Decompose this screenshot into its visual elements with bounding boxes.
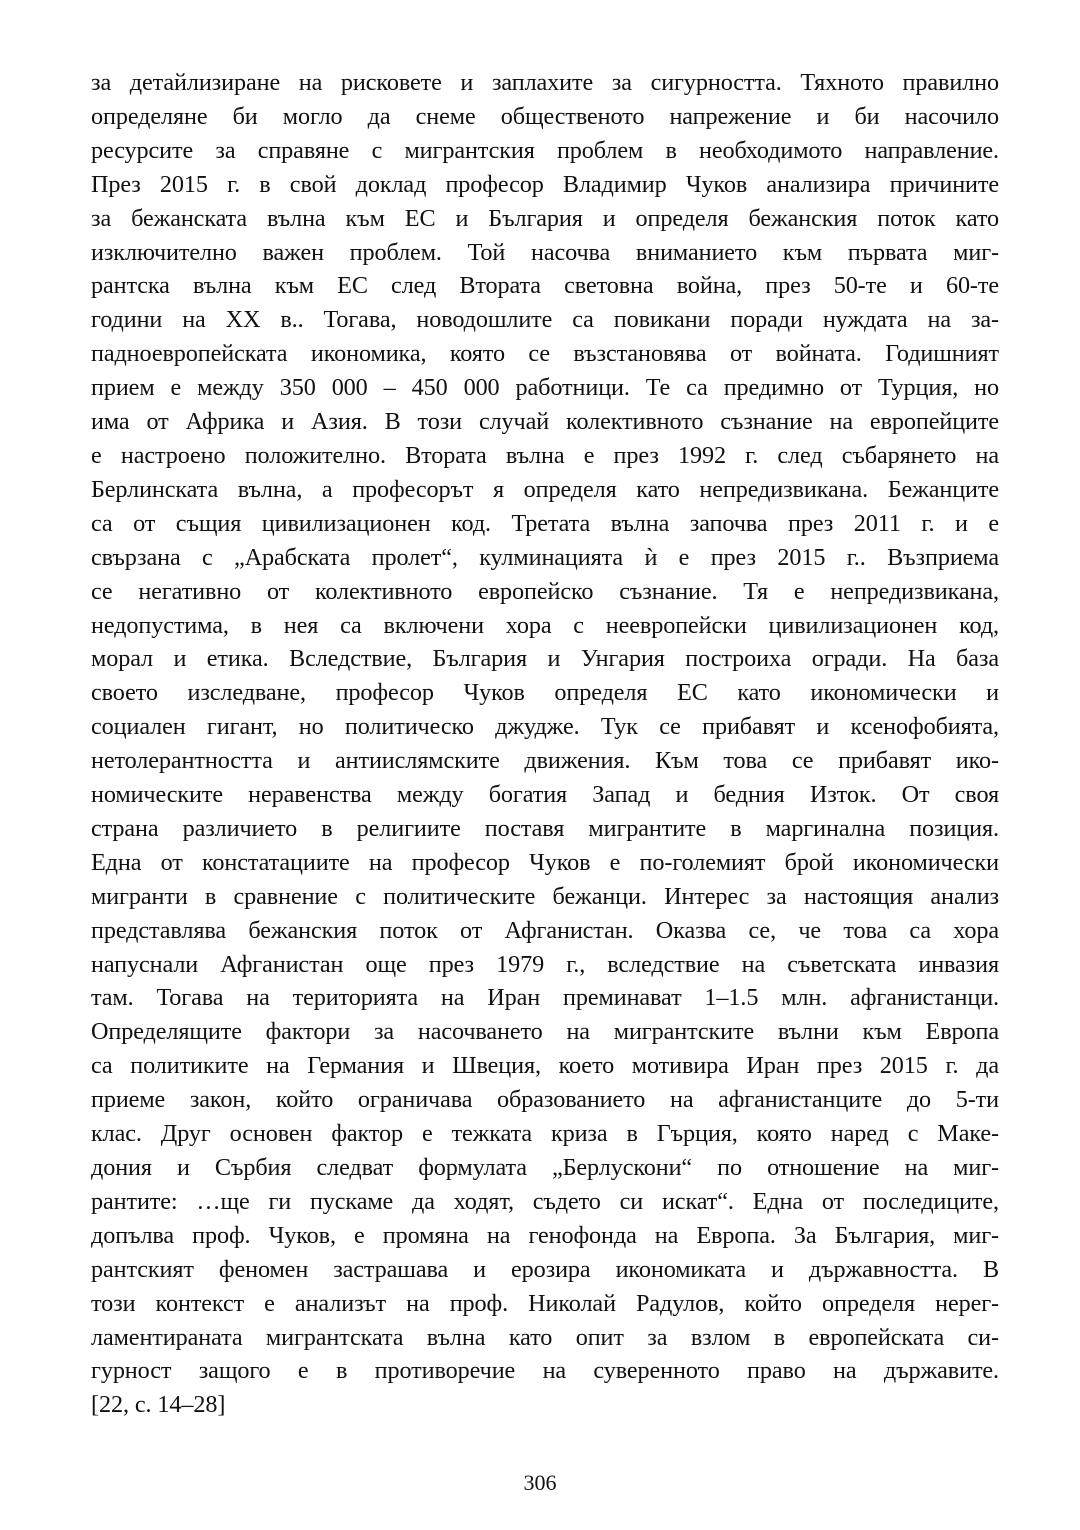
text-line: напуснали Афганистан още през 1979 г., вследствие на съветската инвазия	[91, 950, 999, 978]
text-line: приеме закон, който ограничава образованието на афганистанците до 5-ти	[91, 1086, 999, 1114]
page-number: 306	[523, 1470, 557, 1495]
text-line: ресурсите за справяне с мигрантския проблем в необходимото направление.	[91, 136, 999, 164]
text-line: недопустима, в нея са включени хора с неевропейски цивилизационен код,	[91, 611, 999, 639]
text-line: са политиките на Германия и Швеция, което мотивира Иран през 2015 г. да	[91, 1052, 999, 1080]
text-line: определяне би могло да снеме общественото напрежение и би насочило	[91, 102, 999, 130]
body-paragraph	[91, 66, 999, 1422]
text-line: свързана с „Арабската пролет“, кулминацията ѝ е през 2015 г.. Възприема	[91, 543, 999, 571]
text-line: своето изследване, професор Чуков определя ЕС като икономически и	[91, 679, 999, 707]
text-line: има от Африка и Азия. В този случай колективното съзнание на европейците	[91, 408, 999, 436]
text-line: клас. Друг основен фактор е тежката криза в Гърция, която наред с Маке-	[91, 1120, 999, 1148]
text-line: През 2015 г. в свой доклад професор Владимир Чуков анализира причините	[91, 170, 999, 198]
text-line: нетолерантността и антиислямските движения. Към това се прибавят ико-	[91, 747, 999, 775]
text-line: за бежанската вълна към ЕС и България и определя бежанския поток като	[91, 204, 999, 232]
text-line: морал и етика. Вследствие, България и Унгария построиха огради. На база	[91, 645, 999, 673]
text-line: мигранти в сравнение с политическите бежанци. Интерес за настоящия анализ	[91, 882, 999, 910]
text-line: Берлинската вълна, а професорът я определя като непредизвикана. Бежанците	[91, 475, 999, 503]
text-line: се негативно от колективното европейско съзнание. Тя е непредизвикана,	[91, 577, 999, 605]
text-line: ламентираната мигрантската вълна като опит за взлом в европейската си-	[91, 1323, 999, 1351]
text-line: Една от констатациите на професор Чуков е по-големият брой икономически	[91, 848, 999, 876]
text-line: номическите неравенства между богатия Запад и бедния Изток. От своя	[91, 781, 999, 809]
text-line: падноевропейската икономика, която се възстановява от войната. Годишният	[91, 340, 999, 368]
text-line: представлява бежанския поток от Афганистан. Оказва се, че това са хора	[91, 916, 999, 944]
text-line: години на ХХ в.. Тогава, новодошлите са повикани поради нуждата на за-	[91, 306, 999, 334]
text-line: този контекст е анализът на проф. Николай Радулов, който определя нерег-	[91, 1289, 999, 1317]
text-line: е настроено положително. Втората вълна е през 1992 г. след събарянето на	[91, 441, 999, 469]
text-line: прием е между 350 000 – 450 000 работници. Те са предимно от Турция, но	[91, 374, 999, 402]
text-line: гурност защого е в противоречие на суверенното право на държавите.	[91, 1357, 999, 1385]
citation-line: [22, с. 14–28]	[91, 1391, 226, 1419]
text-line: рантите: …ще ги пускаме да ходят, съдето си искат“. Една от последиците,	[91, 1187, 999, 1215]
text-line: допълва проф. Чуков, е промяна на генофонда на Европа. За България, миг-	[91, 1221, 999, 1249]
text-line: там. Тогава на територията на Иран преминават 1–1.5 млн. афганистанци.	[91, 984, 999, 1012]
text-line: са от същия цивилизационен код. Третата вълна започва през 2011 г. и е	[91, 509, 999, 537]
text-line: дония и Сърбия следват формулата „Берлускони“ по отношение на миг-	[91, 1154, 999, 1181]
text-line: рантският феномен застрашава и ерозира икономиката и държавността. В	[91, 1255, 999, 1283]
text-line: за детайлизиране на рисковете и заплахите за сигурността. Тяхното правилно	[91, 69, 999, 96]
text-line: Определящите фактори за насочването на мигрантските вълни към Европа	[91, 1018, 999, 1046]
text-line: социален гигант, но политическо джудже. Тук се прибавят и ксенофобията,	[91, 713, 999, 741]
text-line: изключително важен проблем. Той насочва вниманието към първата миг-	[91, 238, 999, 266]
text-line: страна различието в религиите поставя мигрантите в маргинална позиция.	[91, 814, 999, 842]
text-line: рантска вълна към ЕС след Втората световна война, през 50-те и 60-те	[91, 272, 999, 300]
